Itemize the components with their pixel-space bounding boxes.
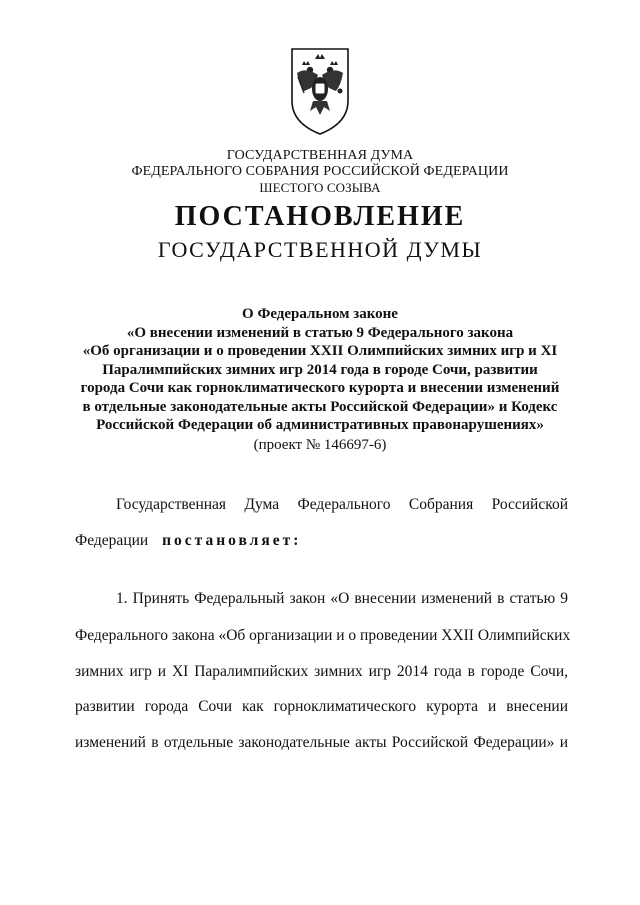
item-1-line: 1. Принять Федеральный закон «О внесении изменений в статью 9 — [116, 590, 568, 607]
item-1-line: Федерального закона «Об организации и о проведении XXII Олимпийских — [75, 627, 571, 644]
convocation: ШЕСТОГО СОЗЫВА — [259, 180, 381, 195]
preamble-subject: Федерации — [75, 532, 149, 549]
document-subject — [60, 305, 580, 435]
subject-line: О Федеральном законе — [242, 306, 398, 322]
subject-line: города Сочи как горноклиматического курорта и внесении изменений — [80, 380, 560, 396]
subject-line: «О внесении изменений в статью 9 Федерального закона — [126, 324, 514, 341]
emblem-icon — [288, 45, 352, 137]
subject-line: «Об организации и о проведении XXII Олимпийских зимних игр и XI — [82, 343, 558, 359]
subject-line: Паралимпийских зимних игр 2014 года в городе Сочи, развитии — [102, 361, 538, 378]
preamble-line — [75, 531, 568, 551]
project-number: (проект № 146697-6) — [253, 437, 387, 453]
resolves-word: постановляет: — [162, 532, 302, 549]
document-title: ПОСТАНОВЛЕНИЕ — [174, 201, 466, 232]
subject-line: в отдельные законодательные акты Российской Федерации» и Кодекс — [82, 398, 558, 415]
issuer-name: ГОСУДАРСТВЕННАЯ ДУМА — [226, 148, 414, 163]
item-1-line: изменений в отдельные законодательные акты Российской Федерации» и — [75, 734, 568, 751]
document-subtitle: ГОСУДАРСТВЕННОЙ ДУМЫ — [157, 237, 483, 262]
issuer-parent: ФЕДЕРАЛЬНОГО СОБРАНИЯ РОССИЙСКОЙ ФЕДЕРАЦИИ — [131, 164, 509, 179]
subject-line: Российской Федерации об административных правонарушениях» — [96, 417, 544, 433]
item-1-line: зимних игр и XI Паралимпийских зимних игр 2014 года в городе Сочи, — [75, 663, 568, 680]
preamble-line: Государственная Дума Федерального Собрания Российской — [116, 496, 568, 513]
item-1-line: развитии города Сочи как горноклиматического курорта и внесении — [75, 698, 568, 715]
